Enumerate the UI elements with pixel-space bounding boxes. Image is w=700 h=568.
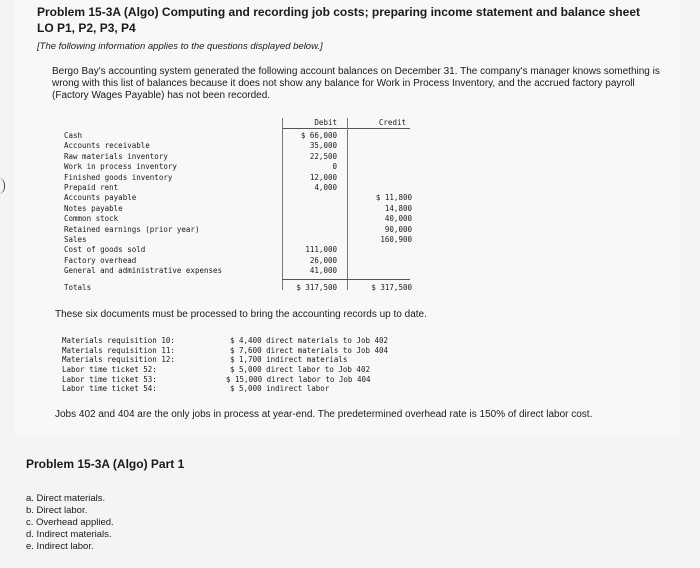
document-desc: $ 1,700 indirect materials [230, 355, 348, 365]
account-cell: Common stock [64, 214, 119, 224]
totals-rule [282, 279, 410, 280]
debit-cell: $ 66,000 [300, 131, 337, 140]
document-label: Materials requisition 10: [62, 336, 175, 345]
credit-cell: 14,800 [384, 203, 412, 213]
account-cell: Raw materials inventory [64, 151, 168, 161]
document-label: Labor time ticket 52: [62, 365, 157, 375]
debit-cell: 41,000 [309, 266, 337, 276]
intro-note: [The following information applies to the questions displayed below.] [37, 41, 323, 52]
document-row [62, 365, 462, 375]
account-cell: Cost of goods sold [64, 245, 146, 255]
documents-intro: These six documents must be processed to bring the accounting records up to date. [55, 309, 427, 320]
table-row [64, 245, 412, 255]
document-desc: $ 7,600 direct materials to Job 404 [230, 345, 389, 355]
table-row [64, 152, 412, 162]
document-row [62, 346, 462, 356]
debit-cell: 35,000 [309, 141, 337, 151]
totals-debit: $ 317,500 [296, 283, 337, 292]
list-item: c. Overhead applied. [26, 517, 114, 528]
debit-cell: 26,000 [309, 255, 337, 265]
document-row [62, 336, 462, 346]
debit-header: Debit [314, 118, 337, 127]
table-row [64, 235, 412, 245]
page-edge-mark [0, 178, 5, 194]
credit-cell: 160,900 [380, 235, 412, 244]
list-item: e. Indirect labor. [26, 541, 94, 552]
part-title: Problem 15-3A (Algo) Part 1 [26, 457, 185, 471]
account-cell: Prepaid rent [64, 183, 119, 192]
account-cell: Factory overhead [64, 255, 137, 265]
document-desc: $ 4,400 direct materials to Job 402 [230, 336, 389, 345]
problem-paragraph: Bergo Bay's accounting system generated the following account balances on December 31. The company's manager knows something is wrong with this list of balances because it does not show any balance for Work in Process Inventory, and the accrued factory payroll (Factory Wages Payable) has not been recorded. [52, 66, 660, 101]
table-row [64, 256, 412, 266]
account-cell: Accounts receivable [64, 141, 150, 151]
document-label: Materials requisition 11: [62, 345, 175, 355]
list-item: a. Direct materials. [26, 493, 106, 504]
document-label: Materials requisition 12: [62, 355, 175, 365]
closing-note: Jobs 402 and 404 are the only jobs in process at year-end. The predetermined overhead rate is 150% of direct labor cost. [55, 409, 593, 420]
table-row [64, 141, 412, 151]
table-row [64, 214, 412, 224]
documents-list [62, 336, 462, 394]
document-label: Labor time ticket 54: [62, 384, 157, 394]
debit-cell: 111,000 [305, 245, 337, 255]
account-cell: Accounts payable [64, 193, 137, 203]
list-item: b. Direct labor. [26, 505, 88, 516]
account-cell: General and administrative expenses [64, 266, 223, 276]
table-row [64, 162, 412, 172]
debit-cell: 4,000 [314, 183, 337, 192]
document-desc: $ 5,000 indirect labor [230, 384, 330, 394]
account-cell: Retained earnings (prior year) [64, 224, 200, 234]
credit-cell: $ 11,800 [375, 193, 412, 203]
account-cell: Finished goods inventory [64, 172, 173, 182]
account-cell: Notes payable [64, 203, 123, 213]
credit-cell: 40,000 [384, 214, 412, 224]
document-row [62, 355, 462, 365]
table-row [64, 266, 412, 276]
credit-header: Credit [378, 118, 406, 127]
totals-credit: $ 317,500 [371, 283, 412, 292]
debit-cell: 22,500 [309, 151, 337, 161]
totals-row [64, 283, 412, 293]
header-rule [282, 128, 410, 129]
debit-cell: 12,000 [309, 172, 337, 182]
table-row [64, 204, 412, 214]
part-items-list [26, 493, 114, 553]
document-label: Labor time ticket 53: [62, 374, 157, 384]
table-row [64, 225, 412, 235]
document-row [62, 384, 462, 394]
account-cell: Work in process inventory [64, 162, 177, 172]
account-cell: Sales [64, 235, 87, 244]
table-row [64, 183, 412, 193]
table-row [64, 173, 412, 183]
document-row [62, 375, 462, 385]
account-cell: Cash [64, 131, 83, 140]
table-row [64, 131, 412, 141]
document-desc: $ 15,000 direct labor to Job 404 [226, 374, 371, 384]
table-row [64, 193, 412, 203]
debit-cell: 0 [332, 162, 337, 172]
credit-cell: 90,000 [384, 224, 412, 234]
trial-balance-table [64, 118, 412, 300]
document-desc: $ 5,000 direct labor to Job 402 [230, 365, 370, 375]
totals-label: Totals [64, 283, 92, 292]
problem-title: Problem 15-3A (Algo) Computing and recording job costs; preparing income statement and balance sheet LO P1, P2, P3, P4 [37, 5, 640, 35]
list-item: d. Indirect materials. [26, 529, 112, 540]
